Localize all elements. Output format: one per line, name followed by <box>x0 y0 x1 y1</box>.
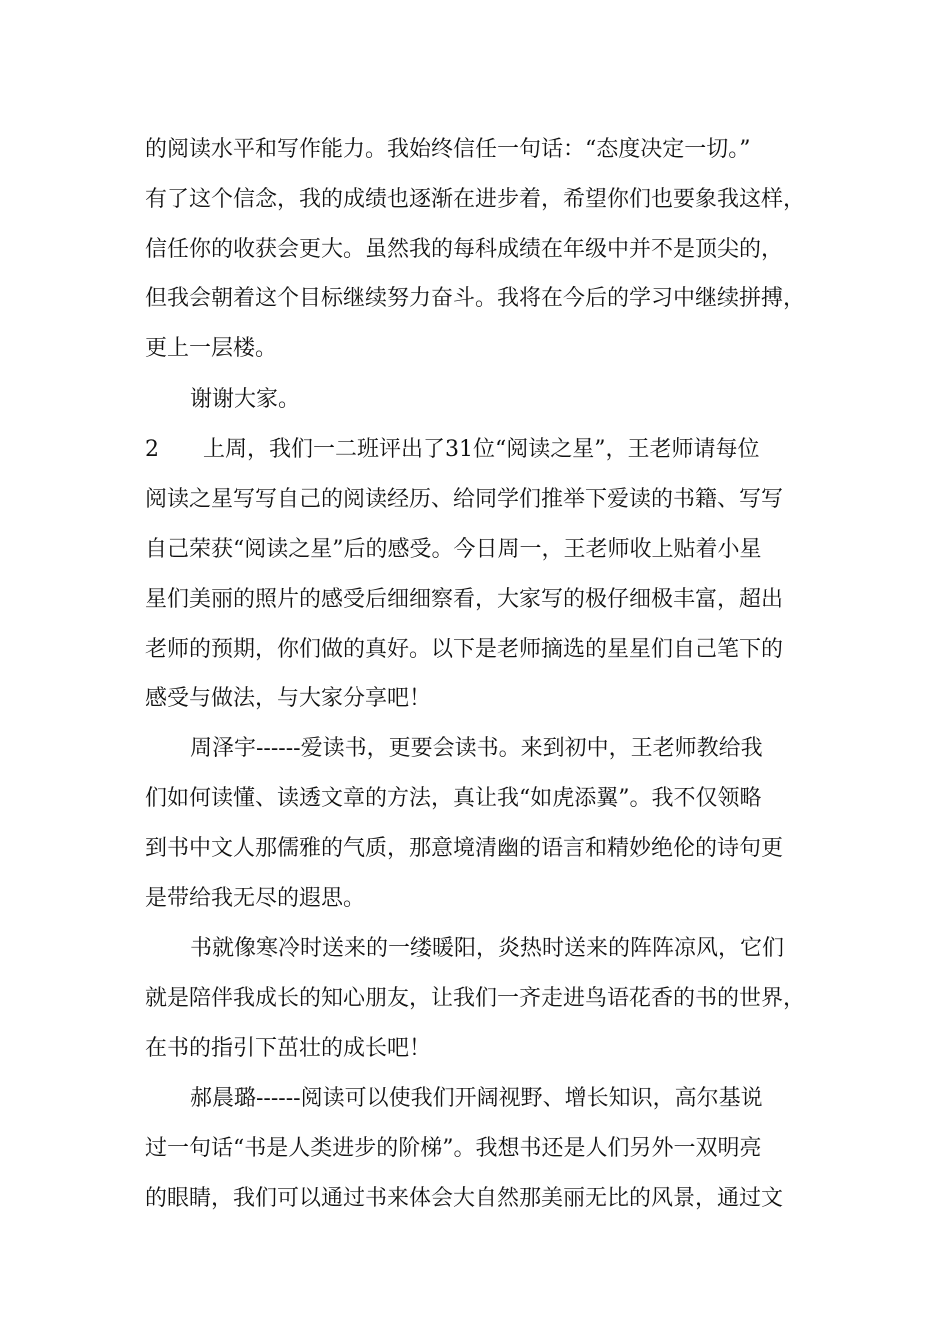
text-line: 的眼睛，我们可以通过书来体会大自然那美丽无比的风景，通过文 <box>145 1186 784 1211</box>
text-line: 郝晨璐------阅读可以使我们开阔视野、增长知识，高尔基说 <box>190 1086 763 1111</box>
text-line: 星们美丽的照片的感受后细细察看，大家写的极仔细极丰富，超出 <box>145 587 784 612</box>
text-line: 上周，我们一二班评出了31位“阅读之星”，王老师请每位 <box>203 437 760 462</box>
text-line: 是带给我无尽的遐思。 <box>145 886 366 911</box>
text-line: 老师的预期，你们做的真好。以下是老师摘选的星星们自己笔下的 <box>145 637 784 662</box>
section-number: 2 <box>145 437 159 462</box>
text-line: 有了这个信念，我的成绩也逐渐在进步着，希望你们也要象我这样， <box>145 187 806 212</box>
text-line: 周泽宇------爱读书，更要会读书。来到初中，王老师教给我 <box>190 736 763 761</box>
text-line: 感受与做法，与大家分享吧！ <box>145 686 432 711</box>
text-line: 但我会朝着这个目标继续努力奋斗。我将在今后的学习中继续拼搏， <box>145 286 806 311</box>
text-line: 谢谢大家。 <box>190 387 301 412</box>
text-line: 信任你的收获会更大。虽然我的每科成绩在年级中并不是顶尖的， <box>145 237 784 262</box>
text-line: 们如何读懂、读透文章的方法，真让我“如虎添翼”。我不仅领略 <box>145 786 762 811</box>
text-line: 书就像寒冷时送来的一缕暖阳，炎热时送来的阵阵凉风，它们 <box>190 936 785 961</box>
text-line: 就是陪伴我成长的知心朋友，让我们一齐走进鸟语花香的书的世界， <box>145 986 806 1011</box>
text-line: 过一句话“书是人类进步的阶梯”。我想书还是人们另外一双明亮 <box>145 1136 762 1161</box>
text-line: 阅读之星写写自己的阅读经历、给同学们推举下爱读的书籍、写写 <box>145 487 784 512</box>
text-line: 的阅读水平和写作能力。我始终信任一句话：“态度决定一切。” <box>145 137 751 162</box>
text-line: 自己荣获“阅读之星”后的感受。今日周一，王老师收上贴着小星 <box>145 537 762 562</box>
text-line: 到书中文人那儒雅的气质，那意境清幽的语言和精妙绝伦的诗句更 <box>145 836 784 861</box>
text-line: 在书的指引下茁壮的成长吧！ <box>145 1036 432 1061</box>
text-line: 更上一层楼。 <box>145 336 278 361</box>
